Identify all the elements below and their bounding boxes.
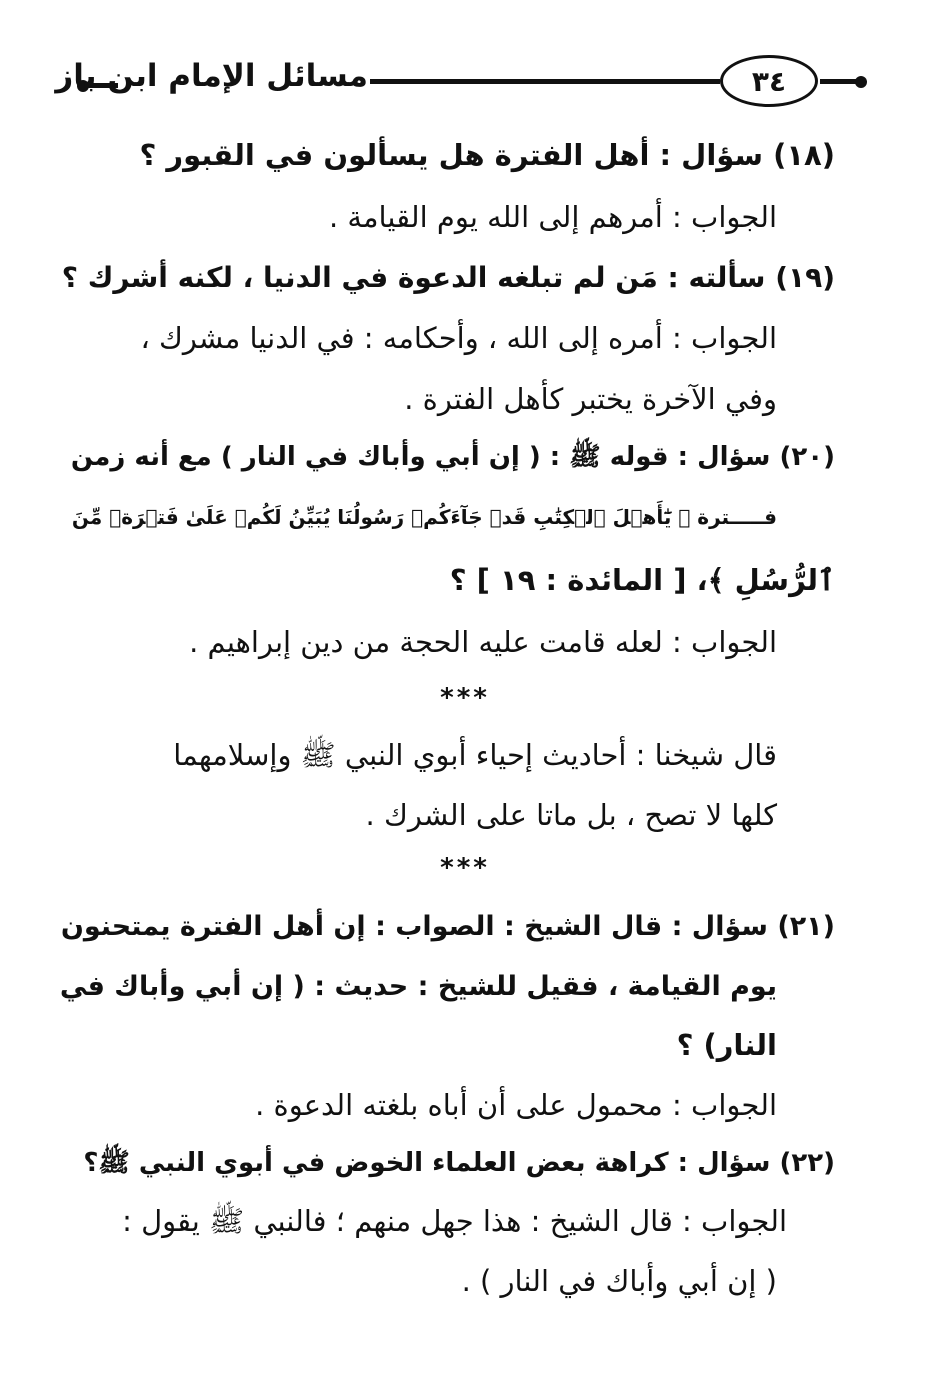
text-line: فـــــترة ﴿ يَٰٓأَهۡلَ ٱلۡكِتَٰبِ قَدۡ جَآءَكُمۡ رَسُولُنَا يُبَيِّنُ لَكُمۡ عَلَىٰ فَتۡرَةٖ مِّنَ [71, 505, 777, 529]
ornament-dot-right [855, 76, 867, 88]
text-line: الجواب : أمره إلى الله ، وأحكامه : في الدنيا مشرك ، [140, 321, 777, 355]
text-line: وفي الآخرة يختبر كأهل الفترة . [404, 382, 777, 416]
text-line: الجواب : محمول على أن أباه بلغته الدعوة . [255, 1088, 777, 1122]
separator: *** [440, 683, 490, 713]
text-line: (١٨) سؤال : أهل الفترة هل يسألون في القبور ؟ [139, 138, 835, 172]
text-line: الجواب : أمرهم إلى الله يوم القيامة . [329, 200, 777, 234]
text-line: الجواب : قال الشيخ : هذا جهل منهم ؛ فالنبي ﷺ يقول : [122, 1204, 787, 1238]
page-number-oval [720, 55, 818, 107]
text-line: قال شيخنا : أحاديث إحياء أبوي النبي ﷺ وإسلامهما [173, 738, 777, 772]
text-line: ٱلرُّسُلِ ﴾، [ المائدة : ١٩ ] ؟ [449, 563, 835, 597]
text-line: (١٩) سألته : مَن لم تبلغه الدعوة في الدنيا ، لكنه أشرك ؟ [61, 261, 835, 294]
text-line: (٢٢) سؤال : كراهة بعض العلماء الخوض في أبوي النبي ﷺ؟ [83, 1148, 835, 1178]
text-line: النار) ؟ [676, 1028, 777, 1062]
book-title: مسائل الإمام ابن باز [55, 58, 368, 94]
text-line: الجواب : لعله قامت عليه الحجة من دين إبراهيم . [189, 625, 777, 659]
separator: *** [440, 853, 490, 883]
text-line: كلها لا تصح ، بل ماتا على الشرك . [365, 798, 777, 832]
text-line: (٢٠) سؤال : قوله ﷺ : ( إن أبي وأباك في النار ) مع أنه زمن [70, 442, 835, 472]
page-number: ٣٤ [751, 64, 787, 98]
text-line: ( إن أبي وأباك في النار ) . [461, 1264, 777, 1298]
ornament-rule-right [820, 79, 860, 84]
ornament-rule-middle [370, 79, 720, 84]
text-line: (٢١) سؤال : قال الشيخ : الصواب : إن أهل الفترة يمتحنون [60, 911, 835, 942]
text-line: يوم القيامة ، فقيل للشيخ : حديث : ( إن أبي وأباك في [59, 971, 777, 1002]
page-header [0, 0, 949, 130]
